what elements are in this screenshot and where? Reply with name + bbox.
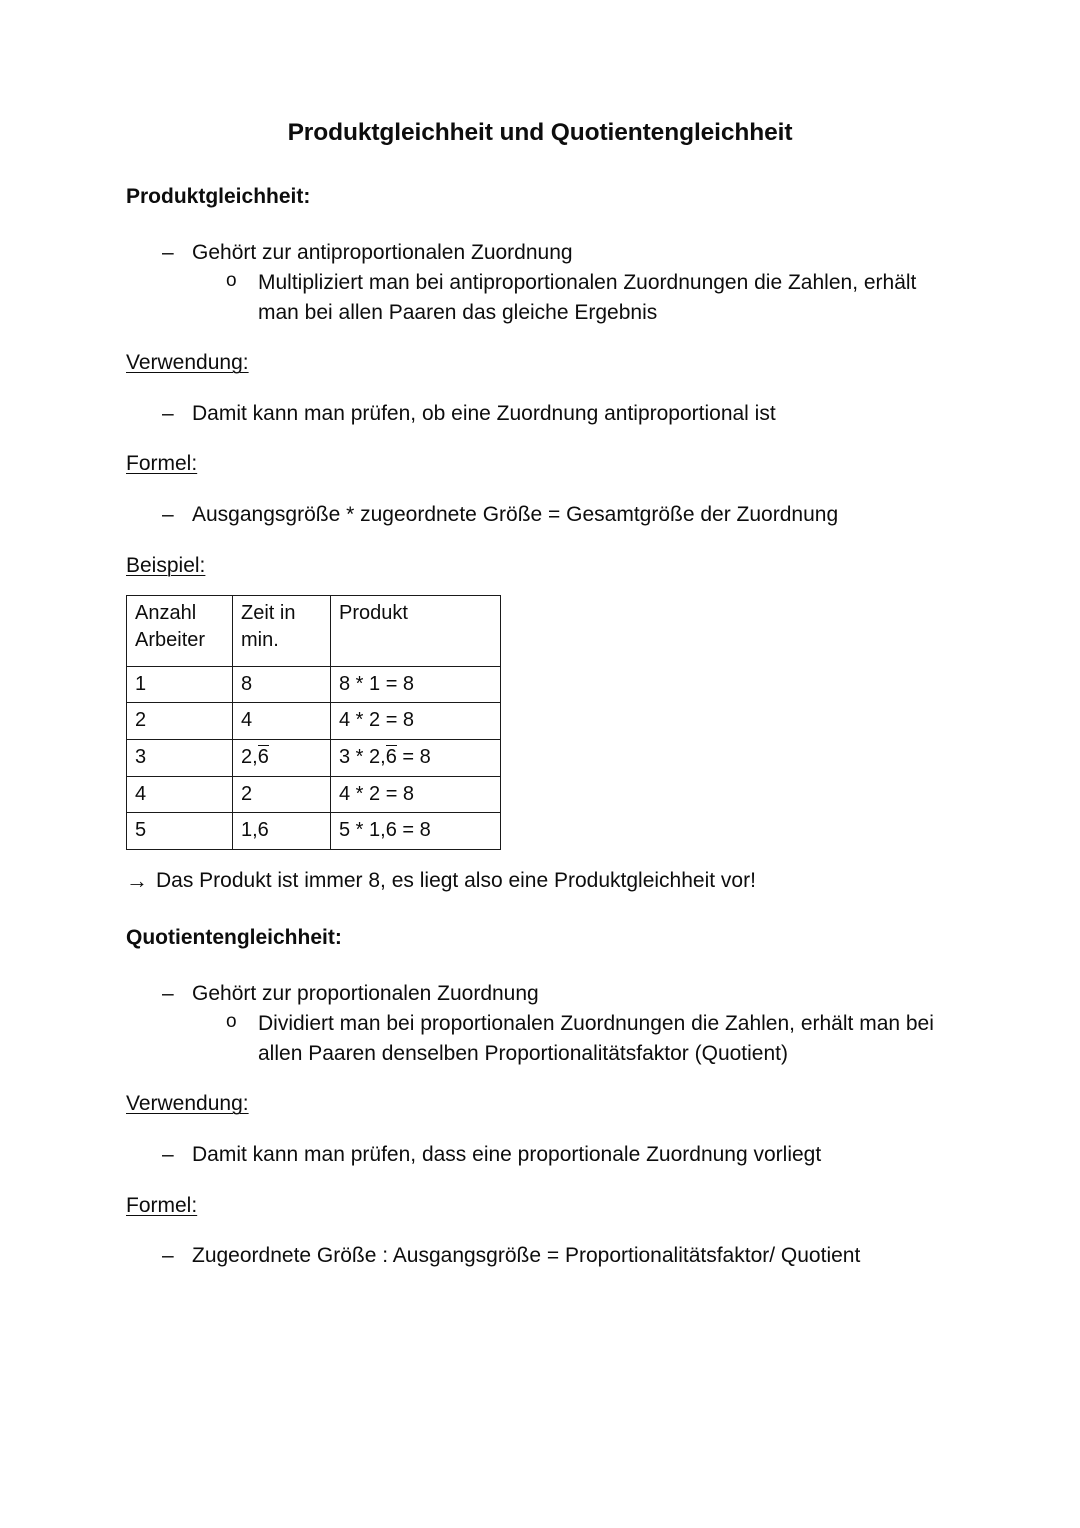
list-item-produkt-zuordnung: [126, 238, 960, 268]
cell-zeit: [233, 813, 331, 850]
cell-produkt: [331, 703, 501, 740]
conclusion-produktgleichheit: [126, 866, 960, 896]
list-item-quotient-erklaerung: [126, 1009, 960, 1069]
cell-produkt: [331, 666, 501, 703]
spacer: [126, 1170, 960, 1192]
spacer: [126, 327, 960, 349]
label-formel-quotient-row: [126, 1192, 960, 1219]
list-item-formel-produkt: [126, 500, 960, 530]
example-table: [126, 595, 501, 850]
cell-zeit-text: 2: [241, 782, 253, 805]
cell-produkt-text-tail: = 8: [396, 746, 431, 769]
cell-zeit-text: 1,6: [241, 819, 269, 842]
table-header-zeit: [233, 595, 331, 666]
cell-produkt-text: 3 * 2,: [339, 746, 386, 769]
table-row: [127, 740, 501, 777]
cell-produkt-text: 4 * 2 = 8: [339, 782, 415, 805]
list-item-label: Multipliziert man bei antiproportionalen Zuordnungen die Zahlen, erhält man bei allen Paaren das gleiche Ergebnis: [258, 270, 917, 324]
bullet-dash-icon: –: [162, 502, 174, 526]
cell-anzahl: 4: [127, 776, 233, 813]
spacer: [126, 896, 960, 924]
cell-zeit: [233, 740, 331, 777]
spacer: [126, 478, 960, 500]
bullet-dash-icon: –: [162, 1243, 174, 1267]
repeating-decimal-overline: 6: [257, 746, 269, 769]
table-row: [127, 776, 501, 813]
cell-zeit-text: 4: [241, 709, 253, 732]
list-item-label: Dividiert man bei proportionalen Zuordnungen die Zahlen, erhält man bei allen Paaren denselben Proportionalitätsfaktor (Quotient): [258, 1011, 934, 1065]
spacer: [126, 951, 960, 979]
label-beispiel: Beispiel:: [126, 553, 206, 577]
cell-produkt-text: 5 * 1,6 = 8: [339, 819, 431, 842]
label-formel-produkt-row: [126, 450, 960, 477]
label-formel-quotient: Formel:: [126, 1193, 198, 1217]
conclusion-label: Das Produkt ist immer 8, es liegt also eine Produktgleichheit vor!: [156, 868, 756, 892]
cell-produkt-text: 8 * 1 = 8: [339, 672, 415, 695]
label-formel-produkt: Formel:: [126, 452, 198, 476]
label-verwendung-produkt: Verwendung:: [126, 351, 249, 375]
cell-produkt: [331, 813, 501, 850]
table-header-produkt: [331, 595, 501, 666]
repeating-decimal-overline: 6: [385, 746, 397, 769]
spacer: [126, 850, 960, 866]
table-header-line-2: min.: [241, 629, 279, 652]
list-item-label: Zugeordnete Größe : Ausgangsgröße = Proportionalitätsfaktor/ Quotient: [192, 1243, 861, 1267]
list-item-label: Damit kann man prüfen, dass eine proportionale Zuordnung vorliegt: [192, 1142, 822, 1166]
spacer: [126, 530, 960, 552]
cell-zeit: [233, 703, 331, 740]
table-header-row: [127, 595, 501, 666]
arrow-right-icon: →: [126, 867, 148, 893]
page-title: Produktgleichheit und Quotientengleichheit: [287, 119, 793, 146]
cell-zeit: [233, 776, 331, 813]
cell-produkt: [331, 776, 501, 813]
table-header-anzahl: [127, 595, 233, 666]
label-verwendung-quotient: Verwendung:: [126, 1092, 249, 1116]
cell-produkt-text: 4 * 2 = 8: [339, 709, 415, 732]
spacer: [126, 1118, 960, 1140]
spacer: [126, 1219, 960, 1241]
label-beispiel-row: [126, 552, 960, 579]
bullet-dash-icon: –: [162, 401, 174, 425]
cell-anzahl: 5: [127, 813, 233, 850]
list-item-verwendung-produkt: [126, 399, 960, 429]
cell-zeit-text: 2,: [241, 746, 258, 769]
table-header-line-1: Zeit in: [241, 601, 296, 624]
label-verwendung-quotient-row: [126, 1090, 960, 1117]
bullet-dash-icon: –: [162, 1142, 174, 1166]
list-item-label: Gehört zur proportionalen Zuordnung: [192, 981, 539, 1005]
spacer: [126, 1068, 960, 1090]
list-item-produkt-erklaerung: [126, 268, 960, 328]
list-item-quotient-zuordnung: [126, 979, 960, 1009]
spacer: [126, 428, 960, 450]
table-row: [127, 813, 501, 850]
cell-zeit: [233, 666, 331, 703]
list-item-label: Damit kann man prüfen, ob eine Zuordnung antiproportional ist: [192, 401, 776, 425]
section-heading-quotientengleichheit: Quotientengleichheit:: [126, 925, 342, 949]
label-verwendung-produkt-row: [126, 349, 960, 376]
cell-anzahl: 1: [127, 666, 233, 703]
cell-zeit-text: 8: [241, 672, 253, 695]
section-heading-produktgleichheit: Produktgleichheit:: [126, 184, 311, 208]
cell-produkt: [331, 740, 501, 777]
spacer: [126, 579, 960, 595]
list-item-label: Ausgangsgröße * zugeordnete Größe = Gesamtgröße der Zuordnung: [192, 502, 839, 526]
table-row: [127, 703, 501, 740]
bullet-circle-icon: o: [226, 269, 237, 291]
table-row: [127, 666, 501, 703]
cell-anzahl: 3: [127, 740, 233, 777]
list-item-label: Gehört zur antiproportionalen Zuordnung: [192, 240, 573, 264]
spacer: [126, 377, 960, 399]
bullet-dash-icon: –: [162, 240, 174, 264]
list-item-verwendung-quotient: [126, 1140, 960, 1170]
table-header-line-2: Arbeiter: [135, 629, 206, 652]
bullet-circle-icon: o: [226, 1010, 237, 1032]
list-item-formel-quotient: [126, 1241, 960, 1271]
bullet-dash-icon: –: [162, 981, 174, 1005]
cell-anzahl: 2: [127, 703, 233, 740]
spacer: [126, 210, 960, 238]
table-header-line-1: Produkt: [339, 601, 408, 624]
table-header-line-1: Anzahl: [135, 601, 197, 624]
